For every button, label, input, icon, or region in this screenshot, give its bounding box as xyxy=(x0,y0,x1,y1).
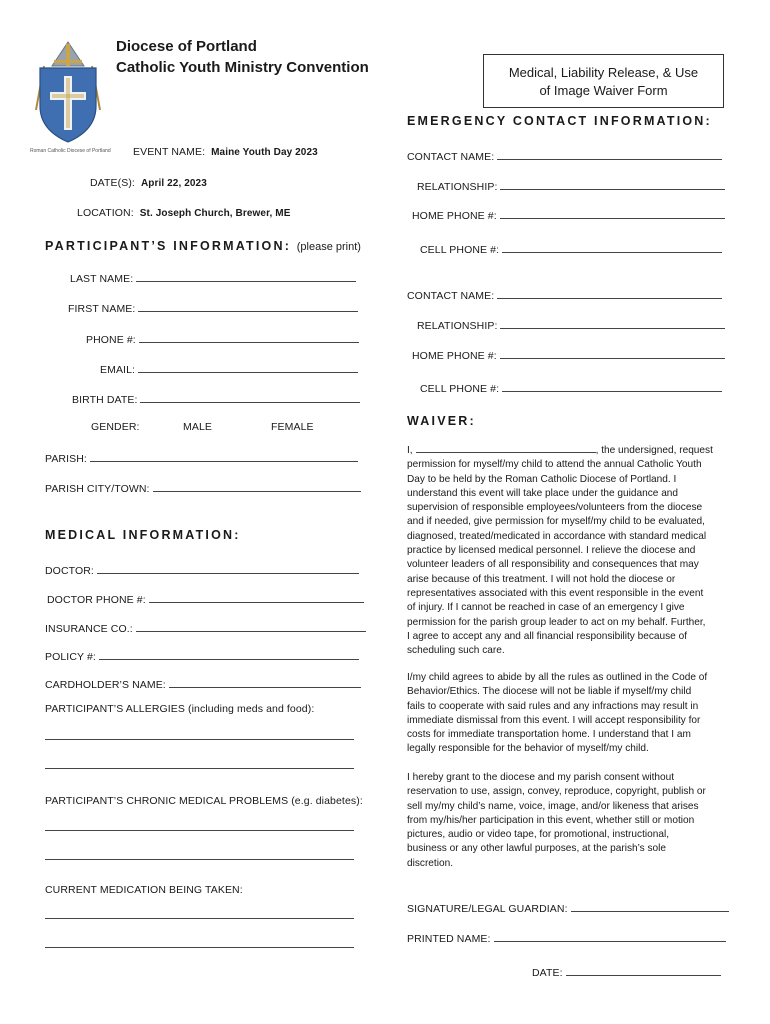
contact-name-1-field[interactable] xyxy=(407,150,722,163)
medication-line-1[interactable] xyxy=(45,918,354,919)
medical-heading: MEDICAL INFORMATION: xyxy=(45,528,241,542)
first-name-field[interactable] xyxy=(68,302,358,315)
policy-line[interactable] xyxy=(99,650,359,660)
participant-heading-note: (please print) xyxy=(296,241,361,253)
event-location-label: LOCATION: xyxy=(77,207,134,219)
cell-phone-1-field[interactable] xyxy=(420,243,722,256)
parish-city-line[interactable] xyxy=(153,482,361,492)
cell-phone-2-label: CELL PHONE #: xyxy=(420,383,500,395)
form-title-line2: of Image Waiver Form xyxy=(539,83,668,98)
contact-name-2-line[interactable] xyxy=(497,289,722,299)
gender-male-option[interactable]: MALE xyxy=(183,421,212,433)
participant-heading-text: PARTICIPANT’S INFORMATION: xyxy=(45,239,292,253)
relationship-1-field[interactable] xyxy=(417,180,725,193)
waiver-heading: WAIVER: xyxy=(407,414,476,428)
home-phone-1-line[interactable] xyxy=(500,209,725,219)
contact-name-1-line[interactable] xyxy=(497,150,722,160)
cell-phone-1-label: CELL PHONE #: xyxy=(420,244,500,256)
doctor-phone-line[interactable] xyxy=(149,593,364,603)
waiver-paragraph-3: I hereby grant to the diocese and my parish consent without reservation to use, assign, convey, reproduce, copyright, publish or sell my/my child’s name, voice, image, and/or likeness that arises from my/his/her participation in this event, whether still or motion pictures, audio or video tape, for promotional, instructional, business or any other lawful purposes, at the parish’s sole discretion. xyxy=(407,772,706,869)
cell-phone-1-line[interactable] xyxy=(502,243,722,253)
event-dates-label: DATE(S): xyxy=(90,177,135,189)
signature-field[interactable] xyxy=(407,902,729,915)
event-name-value: Maine Youth Day 2023 xyxy=(211,147,318,158)
event-dates-value: April 22, 2023 xyxy=(140,178,207,189)
phone-label: PHONE #: xyxy=(86,334,136,346)
event-dates-row xyxy=(90,177,207,189)
relationship-1-label: RELATIONSHIP: xyxy=(417,181,498,193)
waiver-paragraph-2: I/my child agrees to abide by all the rules as outlined in the Code of Behavior/Ethics. The diocese will not be liable if myself/my child fails to cooperate with said rules and any infractions may result in immediate dismissal from this event. I will accept responsibility for costs for immediate transportation home. I understand that I am legally responsible for the behavior of myself/my child. xyxy=(407,672,708,755)
first-name-label: FIRST NAME: xyxy=(68,303,136,315)
logo-caption: Roman Catholic Diocese of Portland xyxy=(30,148,111,154)
form-title-line1: Medical, Liability Release, & Use xyxy=(508,65,699,80)
parish-city-label: PARISH CITY/TOWN: xyxy=(45,483,150,495)
waiver-paragraph-1 xyxy=(407,444,737,658)
gender-female-option[interactable]: FEMALE xyxy=(271,421,314,433)
cell-phone-2-line[interactable] xyxy=(502,382,722,392)
event-location-value: St. Joseph Church, Brewer, ME xyxy=(139,208,291,219)
waiver-i-prefix: I, xyxy=(407,445,413,456)
event-location-row xyxy=(77,207,290,219)
printed-name-line[interactable] xyxy=(494,932,726,942)
cardholder-label: CARDHOLDER’S NAME: xyxy=(45,679,166,691)
cardholder-line[interactable] xyxy=(169,678,361,688)
insurance-line[interactable] xyxy=(136,622,366,632)
insurance-label: INSURANCE CO.: xyxy=(45,623,133,635)
first-name-line[interactable] xyxy=(138,302,358,312)
parish-city-field[interactable] xyxy=(45,482,361,495)
allergies-line-1[interactable] xyxy=(45,739,354,740)
doctor-field[interactable] xyxy=(45,564,359,577)
parish-label: PARISH: xyxy=(45,453,87,465)
diocese-logo xyxy=(30,40,106,148)
waiver-name-line[interactable] xyxy=(416,444,596,453)
allergies-label: PARTICIPANT’S ALLERGIES (including meds and food): xyxy=(45,703,315,715)
policy-field[interactable] xyxy=(45,650,359,663)
relationship-2-field[interactable] xyxy=(417,319,725,332)
email-field[interactable] xyxy=(100,363,358,376)
event-name-row xyxy=(133,146,318,158)
diocese-crest-icon xyxy=(30,40,106,148)
relationship-2-label: RELATIONSHIP: xyxy=(417,320,498,332)
home-phone-2-line[interactable] xyxy=(500,349,725,359)
home-phone-2-label: HOME PHONE #: xyxy=(412,350,497,362)
chronic-line-2[interactable] xyxy=(45,859,354,860)
parish-line[interactable] xyxy=(90,452,358,462)
birth-date-label: BIRTH DATE: xyxy=(72,394,138,406)
chronic-line-1[interactable] xyxy=(45,830,354,831)
insurance-field[interactable] xyxy=(45,622,366,635)
birth-date-line[interactable] xyxy=(140,393,360,403)
printed-name-field[interactable] xyxy=(407,932,726,945)
medication-label: CURRENT MEDICATION BEING TAKEN: xyxy=(45,884,243,896)
participant-heading xyxy=(45,239,361,253)
chronic-label: PARTICIPANT’S CHRONIC MEDICAL PROBLEMS (e.g. diabetes): xyxy=(45,795,363,807)
form-title-box xyxy=(483,54,724,108)
home-phone-2-field[interactable] xyxy=(412,349,725,362)
contact-name-2-label: CONTACT NAME: xyxy=(407,290,495,302)
date-field[interactable] xyxy=(532,966,721,979)
contact-name-1-label: CONTACT NAME: xyxy=(407,151,495,163)
contact-name-2-field[interactable] xyxy=(407,289,722,302)
date-label: DATE: xyxy=(532,967,563,979)
cardholder-field[interactable] xyxy=(45,678,361,691)
email-label: EMAIL: xyxy=(100,364,136,376)
signature-label: SIGNATURE/LEGAL GUARDIAN: xyxy=(407,903,568,915)
event-name-label: EVENT NAME: xyxy=(133,146,206,158)
doctor-line[interactable] xyxy=(97,564,359,574)
emergency-heading: EMERGENCY CONTACT INFORMATION: xyxy=(407,114,712,128)
doctor-label: DOCTOR: xyxy=(45,565,94,577)
allergies-line-2[interactable] xyxy=(45,768,354,769)
gender-label: GENDER: xyxy=(91,421,140,433)
doctor-phone-label: DOCTOR PHONE #: xyxy=(47,594,146,606)
parish-field[interactable] xyxy=(45,452,358,465)
org-name-line2: Catholic Youth Ministry Convention xyxy=(116,59,369,76)
last-name-field[interactable] xyxy=(70,272,356,285)
phone-line[interactable] xyxy=(139,333,359,343)
medication-line-2[interactable] xyxy=(45,947,354,948)
date-line[interactable] xyxy=(566,966,721,976)
org-name-line1: Diocese of Portland xyxy=(116,38,257,55)
relationship-2-line[interactable] xyxy=(500,319,725,329)
last-name-label: LAST NAME: xyxy=(70,273,134,285)
doctor-phone-field[interactable] xyxy=(47,593,364,606)
printed-name-label: PRINTED NAME: xyxy=(407,933,491,945)
signature-line[interactable] xyxy=(571,902,729,912)
last-name-line[interactable] xyxy=(136,272,356,282)
birth-date-field[interactable] xyxy=(72,393,360,406)
home-phone-1-label: HOME PHONE #: xyxy=(412,210,497,222)
waiver-p1-body: , the undersigned, request permission for myself/my child to attend the annual Catholic Youth Day to be held by the Roman Catholic Diocese of Portland. I understand this event will take place under the guidance and supervision of responsible employees/volunteers from the diocese and if needed, give permission for myself/my child to be evaluated, diagnosed, treated/medicated in accordance with standard medical practice by licensed medical personnel. I relieve the diocese and volunteer leaders of all responsibility and consequences that may arise because of this treatment. I will not hold the diocese or representatives associated with this event responsible in the event of injury. If I cannot be reached in case of an emergency I give permission for the parish group leader to act on my behalf. Further, I agree to accept any and all financial responsibility because of scheduling such care. xyxy=(407,445,713,657)
email-line[interactable] xyxy=(138,363,358,373)
cell-phone-2-field[interactable] xyxy=(420,382,722,395)
relationship-1-line[interactable] xyxy=(500,180,725,190)
policy-label: POLICY #: xyxy=(45,651,96,663)
home-phone-1-field[interactable] xyxy=(412,209,725,222)
phone-field[interactable] xyxy=(86,333,359,346)
